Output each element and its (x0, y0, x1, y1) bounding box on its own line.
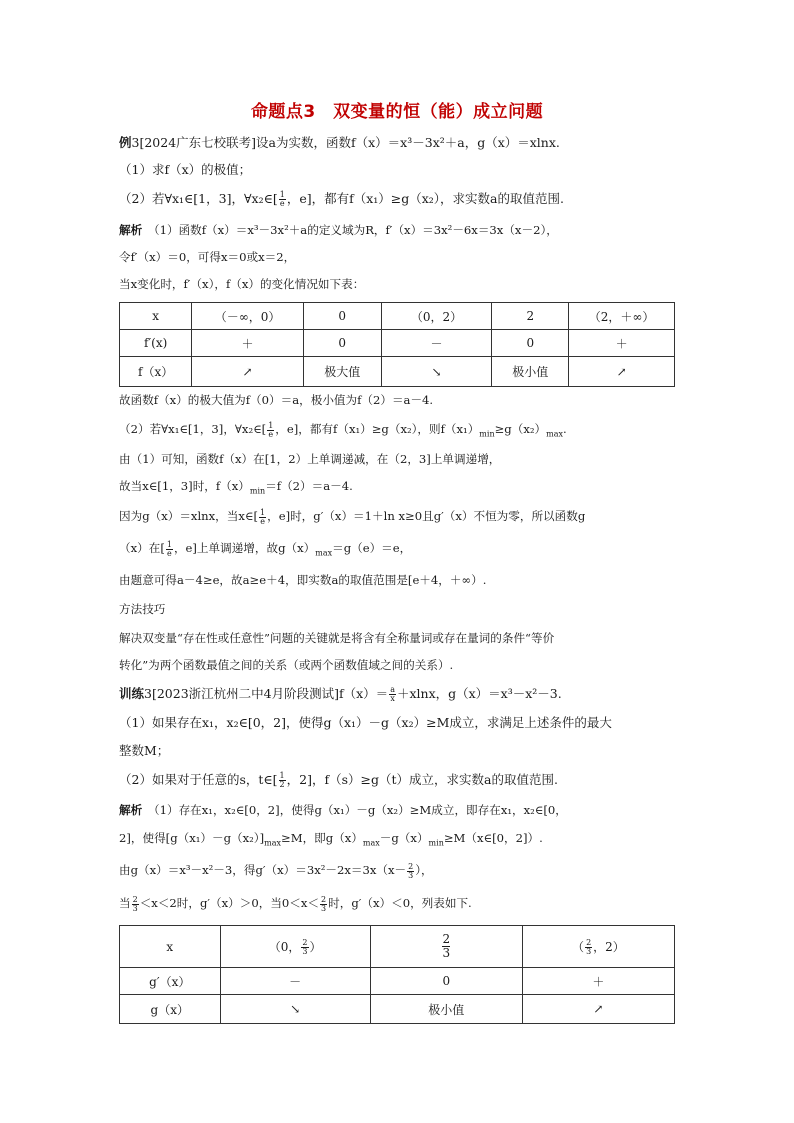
table-cell: 极小值 (492, 357, 569, 387)
training-3-q1a: （1）如果存在x₁，x₂∈[0，2]，使得g（x₁）－g（x₂）≥M成立，求满足上述条件的最大 (119, 715, 612, 730)
table-cell: x (120, 926, 221, 968)
example-3-q1: （1）求f（x）的极值； (119, 162, 252, 177)
frac-den: e (260, 516, 265, 526)
text: ＜x＜2时，g′（x）＞0，当0＜x＜ (139, 896, 320, 910)
subscript-max: max (546, 429, 563, 439)
table-cell: ↗ (192, 357, 304, 387)
solution-1-line-2: 令f′（x）＝0，可得x＝0或x＝2， (119, 250, 296, 264)
frac-den: e (167, 548, 172, 558)
text: ，2） (593, 939, 625, 954)
text: 由g（x）＝x³－x²－3，得g′（x）＝3x²－2x＝3x（x－ (119, 863, 407, 877)
solution-2-line-1 (119, 802, 567, 818)
q2-text-b: ，e]，都有f（x₁）≥g（x₂），求实数a的取值范围. (286, 191, 564, 206)
frac-num: 2 (132, 894, 138, 904)
table-cell: ＋ (522, 968, 674, 995)
solution-1-line-8 (119, 508, 585, 526)
frac-den: 3 (321, 903, 327, 913)
text: 因为g（x）＝xlnx，当x∈[ (119, 509, 259, 523)
fraction-2-over-3 (132, 896, 139, 913)
training-3-stem (119, 686, 562, 703)
training-source: [2023浙江杭州二中4月阶段测试] (151, 686, 339, 701)
fraction-2-over-3 (407, 863, 414, 880)
table-row (120, 995, 675, 1024)
training-3-q1b: 整数M； (119, 743, 170, 758)
example-3-stem (119, 135, 560, 151)
table-cell: 0 (370, 968, 522, 995)
solution-2-line-2 (119, 830, 543, 851)
example-number: 3 (131, 135, 140, 150)
table-cell (220, 926, 370, 968)
table-cell: （－∞，0） (192, 303, 304, 330)
solution-1-line-7 (119, 478, 353, 499)
table-cell: 0 (303, 303, 381, 330)
frac-den: e (279, 199, 285, 208)
table-cell: ↗ (569, 357, 675, 387)
tips-heading: 方法技巧 (119, 602, 166, 616)
example-source: [2024广东七校联考] (139, 135, 257, 150)
fraction-1-over-e (259, 509, 266, 526)
text: ，e]时，g′（x）＝1＋ln x≥0且g′（x）不恒为零，所以函数g (267, 509, 586, 523)
table-cell: ＋ (192, 330, 304, 357)
frac-num: 2 (586, 937, 592, 947)
text: 2]，使得[g（x₁）－g（x₂）] (119, 831, 265, 845)
subscript-min: min (428, 838, 444, 848)
text: 故当x∈[1，3]时，f（x） (119, 479, 250, 493)
solution-1-line-4: 故函数f（x）的极大值为f（0）＝a，极小值为f（2）＝a－4. (119, 393, 434, 407)
table-cell: 极大值 (303, 357, 381, 387)
frac-num: 2 (442, 932, 451, 946)
variation-table-1 (119, 302, 675, 387)
text: ）， (415, 863, 433, 877)
fraction-1-over-e (279, 191, 286, 208)
solution-1-line-9 (119, 540, 411, 561)
frac-num: 2 (321, 894, 327, 904)
solution-label: 解析 (119, 223, 143, 237)
subscript-max: max (315, 548, 333, 558)
table-cell: 0 (303, 330, 381, 357)
solution-1-line-6: 由（1）可知，函数f（x）在[1，2）上单调递减，在（2，3]上单调递增， (119, 452, 501, 466)
text: ） (309, 939, 322, 954)
text: ，e]上单调递增，故g（x） (173, 541, 316, 555)
table-cell (522, 926, 674, 968)
text: . (562, 422, 567, 436)
subscript-min: min (249, 486, 266, 496)
text: （2）如果对于任意的s，t∈[ (119, 772, 278, 787)
text: ＋xlnx，g（x）＝x³－x²－3. (396, 686, 562, 701)
text: f（x）＝ (339, 686, 389, 701)
frac-den: 3 (302, 946, 308, 956)
table-cell: x (120, 303, 192, 330)
subscript-max: max (264, 838, 281, 848)
solution-2-line-4 (119, 895, 472, 913)
frac-den: 3 (442, 946, 451, 960)
table-cell: ＋ (569, 330, 675, 357)
table-cell: g′（x） (120, 968, 221, 995)
text: －g（x） (379, 831, 429, 845)
fraction-1-over-e (267, 422, 274, 439)
text: （ (572, 939, 585, 954)
table-row (120, 357, 675, 387)
fraction-2-over-3 (320, 896, 327, 913)
table-cell: g（x） (120, 995, 221, 1024)
text: ，2]，f（s）≥g（t）成立，求实数a的取值范围. (286, 772, 558, 787)
variation-table-2 (119, 925, 675, 1024)
table-cell: f′(x) (120, 330, 192, 357)
table-cell: ↗ (522, 995, 674, 1024)
subscript-max: max (362, 838, 380, 848)
fraction-2-over-3-large (442, 933, 450, 960)
solution-text: （1）函数f（x）＝x³－3x²＋a的定义域为R，f′（x）＝3x²－6x＝3x（x－2）， (153, 223, 558, 237)
text: ≥M（x∈[0，2]）. (443, 831, 543, 845)
tips-line-1: 解决双变量“存在性或任意性”问题的关键就是将含有全称量词或存在量词的条件“等价 (119, 631, 555, 645)
table-row (120, 303, 675, 330)
text: （1）存在x₁，x₂∈[0，2]，使得g（x₁）－g（x₂）≥M成立，即存在x₁，x₂∈[0， (153, 803, 567, 817)
fraction-1-over-e (166, 541, 173, 558)
solution-1-line-5 (119, 421, 567, 442)
frac-num: 1 (279, 190, 285, 199)
table-cell: （2，＋∞） (569, 303, 675, 330)
table-row (120, 926, 675, 968)
fraction-1-over-2 (279, 772, 286, 789)
text: （2）若∀x₁∈[1，3]，∀x₂∈[ (119, 422, 267, 436)
frac-num: 2 (408, 861, 414, 871)
subscript-min: min (479, 429, 495, 439)
fraction-a-over-x (389, 686, 396, 703)
solution-1-line-3: 当x变化时，f′（x），f（x）的变化情况如下表： (119, 277, 365, 291)
table-cell: 2 (492, 303, 569, 330)
example-stem-text: 设a为实数，函数f（x）＝x³－3x²＋a，g（x）＝xlnx. (256, 135, 560, 150)
table-cell: 0 (492, 330, 569, 357)
frac-num: 1 (260, 507, 266, 517)
frac-den: 2 (279, 780, 285, 789)
table-cell: f（x） (120, 357, 192, 387)
text: 时，g′（x）＜0，列表如下. (328, 896, 472, 910)
text: （0， (268, 939, 301, 954)
frac-num: 2 (302, 937, 308, 947)
tips-line-2: 转化”为两个函数最值之间的关系（或两个函数值域之间的关系）. (119, 658, 454, 672)
frac-den: 3 (586, 946, 592, 956)
text: ≥g（x₂） (494, 422, 547, 436)
training-3-q2 (119, 772, 558, 789)
section-title: 命题点3 双变量的恒（能）成立问题 (250, 102, 544, 122)
table-row (120, 330, 675, 357)
frac-den: 3 (408, 870, 414, 880)
fraction-2-over-3 (585, 939, 592, 956)
q2-text-a: （2）若∀x₁∈[1，3]，∀x₂∈[ (119, 191, 278, 206)
fraction-2-over-3 (301, 939, 308, 956)
solution-1-line-10: 由题意可得a－4≥e，故a≥e＋4，即实数a的取值范围是[e＋4，＋∞）. (119, 573, 487, 587)
training-number: 3 (144, 686, 152, 701)
frac-num: 1 (268, 420, 274, 430)
text: ＝f（2）＝a－4. (265, 479, 353, 493)
text: 当 (119, 896, 131, 910)
table-cell: 极小值 (370, 995, 522, 1024)
frac-num: 1 (279, 771, 285, 780)
text: （x）在[ (119, 541, 165, 555)
solution-label: 解析 (119, 803, 143, 817)
frac-den: e (268, 429, 274, 439)
text: ≥M，即g（x） (281, 831, 363, 845)
table-cell (370, 926, 522, 968)
table-cell: ↘ (381, 357, 492, 387)
text: ＝g（e）＝e， (332, 541, 412, 555)
frac-num: a (390, 685, 395, 694)
example-label: 例 (119, 135, 132, 150)
frac-den: 3 (132, 903, 138, 913)
table-cell: （0，2） (381, 303, 492, 330)
table-row (120, 968, 675, 995)
frac-den: x (390, 694, 395, 703)
table-cell: ↘ (220, 995, 370, 1024)
solution-1-line-1 (119, 222, 558, 238)
table-cell: － (220, 968, 370, 995)
text: ，e]，都有f（x₁）≥g（x₂），则f（x₁） (275, 422, 480, 436)
table-cell: － (381, 330, 492, 357)
training-label: 训练 (119, 686, 145, 701)
frac-num: 1 (166, 539, 172, 549)
solution-2-line-3 (119, 862, 433, 880)
example-3-q2 (119, 191, 564, 208)
